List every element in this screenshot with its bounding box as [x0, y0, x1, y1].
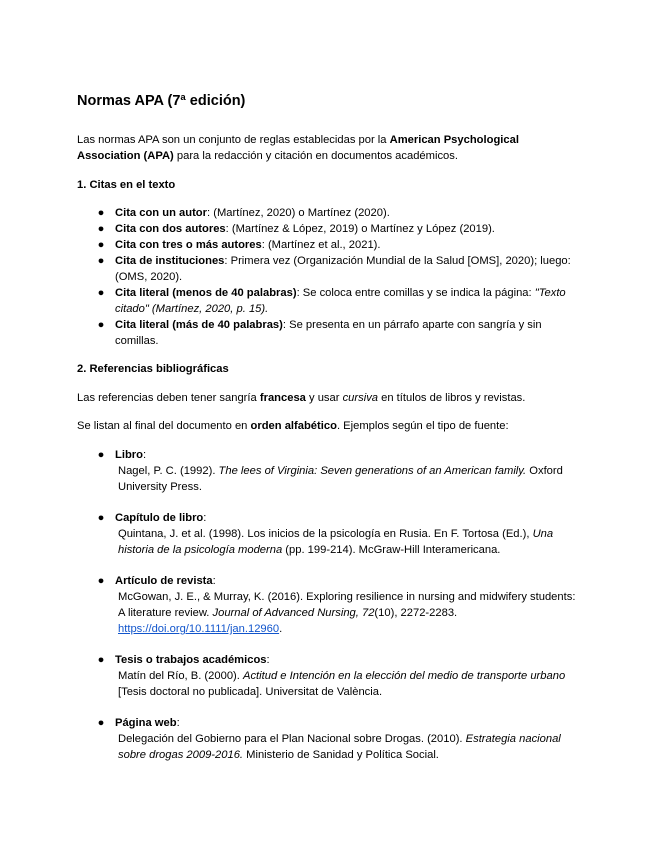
- list-item: [97, 285, 582, 317]
- ref-text: (pp. 199-214). McGraw-Hill Interamericana.: [282, 544, 501, 556]
- referencias-list: [97, 447, 582, 763]
- reference-body: [115, 526, 582, 558]
- item-text: : Se presenta en un párrafo aparte con sangría y sin comillas.: [115, 319, 542, 347]
- item-label: Cita de instituciones: [115, 255, 225, 267]
- referencias-paragraph-2: [77, 418, 582, 434]
- ref-text: [Tesis doctoral no publicada]. Universitat de València.: [118, 686, 383, 698]
- item-text: : (Martínez, 2020) o Martínez (2020).: [207, 207, 390, 219]
- item-label: Cita con tres o más autores: [115, 239, 262, 251]
- reference-item-capitulo: ● Capítulo de libro: Quintana, J. et al. (1998). Los inicios de la psicología en Rusia. En F. Tortosa (Ed.), Una historia de la psicología moderna (pp. 199-214). McGraw-Hill Interamericana.: [115, 510, 582, 558]
- list-item: [97, 317, 582, 349]
- reference-body: [115, 589, 582, 637]
- ref-italic: Actitud e Intención en la elección del medio de transporte urbano: [243, 670, 566, 682]
- ref-italic: Una historia de la psicología moderna: [118, 528, 554, 556]
- bullet-icon: ●: [97, 287, 105, 299]
- bullet-icon: ●: [97, 319, 105, 331]
- intro-bold-apa: American Psychological Association (APA): [77, 134, 519, 162]
- list-item: [97, 237, 582, 253]
- bullet-icon: ●: [97, 239, 105, 251]
- reference-item-tesis: ● Tesis o trabajos académicos: Matín del Río, B. (2000). Actitud e Intención en la elección del medio de transporte urbano [Tesis doctoral no publicada]. Universitat de València.: [115, 652, 582, 700]
- reference-body: [115, 731, 582, 763]
- reference-label: Tesis o trabajos académicos: [115, 654, 267, 666]
- ref-text: Oxford University Press.: [118, 465, 563, 493]
- doi-link[interactable]: https://doi.org/10.1111/jan.12960: [118, 623, 280, 635]
- intro-text-2: para la redacción y citación en documentos académicos.: [173, 150, 458, 162]
- text: y usar: [305, 392, 343, 404]
- ref-text: Quintana, J. et al. (1998). Los inicios de la psicología en Rusia. En F. Tortosa (Ed.),: [118, 528, 533, 540]
- ref-text: .: [279, 623, 283, 635]
- text: Las referencias deben tener sangría: [77, 392, 260, 404]
- text: . Ejemplos según el tipo de fuente:: [336, 420, 509, 432]
- bold-francesa: francesa: [259, 392, 306, 404]
- reference-label: Capítulo de libro: [115, 512, 204, 524]
- bullet-icon: ●: [97, 223, 105, 235]
- ref-text: Nagel, P. C. (1992).: [118, 465, 219, 477]
- document-content: [77, 90, 582, 778]
- text: Se listan al final del documento en: [77, 420, 251, 432]
- text: en títulos de libros y revistas.: [378, 392, 526, 404]
- section-heading-citas: 1. Citas en el texto: [77, 179, 176, 191]
- item-label: Cita con dos autores: [115, 223, 226, 235]
- bullet-icon: ●: [97, 255, 105, 267]
- ref-text: (10), 2272-2283.: [374, 607, 458, 619]
- bold-orden-alfabetico: orden alfabético: [250, 420, 337, 432]
- intro-text-1: Las normas APA son un conjunto de reglas establecidas por la: [77, 134, 390, 146]
- item-label: Cita con un autor: [115, 207, 207, 219]
- bullet-icon: ●: [97, 717, 105, 729]
- item-text: : (Martínez et al., 2021).: [261, 239, 381, 251]
- reference-body: [115, 668, 582, 700]
- list-item: [97, 205, 582, 221]
- bullet-icon: ●: [97, 654, 105, 666]
- reference-label: Artículo de revista: [115, 575, 213, 587]
- ref-text: McGowan, J. E., & Murray, K. (2016). Exploring resilience in nursing and midwifery students: A literature review.: [118, 591, 576, 619]
- bullet-icon: ●: [97, 449, 105, 461]
- item-italic-example: "Texto citado" (Martínez, 2020, p. 15).: [115, 287, 566, 315]
- item-text: : Primera vez (Organización Mundial de la Salud [OMS], 2020); luego: (OMS, 2020).: [115, 255, 571, 283]
- reference-item-articulo: ● Artículo de revista: McGowan, J. E., & Murray, K. (2016). Exploring resilience in nursing and midwifery students: A literature review. Journal of Advanced Nursing, 72(10), 2272-2283. https://doi.org/10.1111/jan.12960.: [115, 573, 582, 637]
- item-label: Cita literal (más de 40 palabras): [115, 319, 283, 331]
- reference-body: [115, 463, 582, 495]
- reference-label: Libro: [115, 449, 143, 461]
- referencias-paragraph-1: [77, 390, 582, 406]
- ref-italic: Journal of Advanced Nursing, 72: [212, 607, 375, 619]
- item-label: Cita literal (menos de 40 palabras): [115, 287, 297, 299]
- bullet-icon: ●: [97, 512, 105, 524]
- list-item: [97, 253, 582, 285]
- ref-italic: Estrategia nacional sobre drogas 2009-2016.: [118, 733, 561, 761]
- ref-text: Ministerio de Sanidad y Política Social.: [243, 749, 439, 761]
- citas-list: [97, 205, 582, 349]
- italic-cursiva: cursiva: [342, 392, 379, 404]
- list-item: [97, 221, 582, 237]
- document-title: Normas APA (7ª edición): [77, 93, 246, 109]
- item-text: : Se coloca entre comillas y se indica la página:: [296, 287, 535, 299]
- reference-item-libro: ● Libro: Nagel, P. C. (1992). The lees of Virginia: Seven generations of an American family. Oxford University Press.: [115, 447, 582, 495]
- intro-paragraph: [77, 132, 582, 164]
- item-text: : (Martínez & López, 2019) o Martínez y López (2019).: [225, 223, 495, 235]
- section-heading-referencias: 2. Referencias bibliográficas: [77, 363, 229, 375]
- bullet-icon: ●: [97, 575, 105, 587]
- ref-text: Delegación del Gobierno para el Plan Nacional sobre Drogas. (2010).: [118, 733, 466, 745]
- ref-text: Matín del Río, B. (2000).: [118, 670, 243, 682]
- reference-item-pagina-web: ● Página web: Delegación del Gobierno para el Plan Nacional sobre Drogas. (2010). Estrategia nacional sobre drogas 2009-2016. Ministerio de Sanidad y Política Social.: [115, 715, 582, 763]
- ref-italic: The lees of Virginia: Seven generations of an American family.: [218, 465, 527, 477]
- bullet-icon: ●: [97, 207, 105, 219]
- reference-label: Página web: [115, 717, 177, 729]
